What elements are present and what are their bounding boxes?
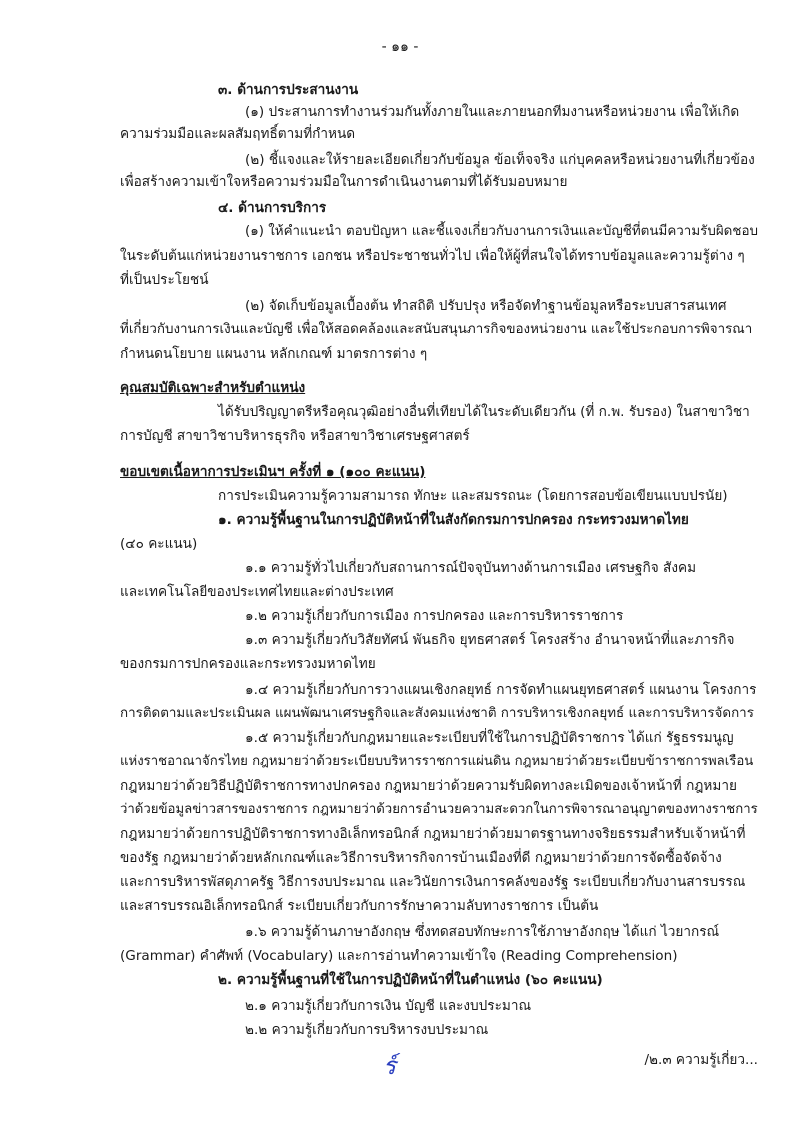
qualification-line2: การบัญชี สาขาวิชาบริหารธุรกิจ หรือสาขาวิชาเศรษฐศาสตร์ bbox=[120, 428, 470, 444]
scope-intro: การประเมินความรู้ความสามารถ ทักษะ และสมรรถนะ (โดยการสอบข้อเขียนแบบปรนัย) bbox=[218, 488, 728, 504]
signature-mark: ร์ bbox=[383, 1052, 396, 1080]
item-1-1-line2: และเทคโนโลยีของประเทศไทยและต่างประเทศ bbox=[120, 584, 394, 600]
part2-heading: ๒. ความรู้พื้นฐานที่ใช้ในการปฏิบัติหน้าที่ในตำแหน่ง (๖๐ คะแนน) bbox=[218, 972, 603, 988]
section4-item2-line2: ที่เกี่ยวกับงานการเงินและบัญชี เพื่อให้สอดคล้องและสนับสนุนภารกิจของหน่วยงาน และใช้ประกอบการพิจารณา bbox=[120, 322, 753, 337]
item-1-5-line4: ว่าด้วยข้อมูลข่าวสารของราชการ กฎหมายว่าด้วยการอำนวยความสะดวกในการพิจารณาอนุญาตของทางราชการ bbox=[120, 802, 758, 817]
section4-item1-line2: ในระดับต้นแก่หน่วยงานราชการ เอกชน หรือประชาชนทั่วไป เพื่อให้ผู้ที่สนใจได้ทราบข้อมูลและความรู้ต่าง ๆ bbox=[120, 248, 745, 264]
continuation-marker: /๒.๓ ความรู้เกี่ยว... bbox=[644, 1052, 758, 1068]
item-1-2: ๑.๒ ความรู้เกี่ยวกับการเมือง การปกครอง และการบริหารราชการ bbox=[245, 608, 624, 624]
item-1-3-line2: ของกรมการปกครองและกระทรวงมหาดไทย bbox=[120, 656, 376, 672]
item-1-5-line3: กฎหมายว่าด้วยวิธีปฏิบัติราชการทางปกครอง กฎหมายว่าด้วยความรับผิดทางละเมิดของเจ้าหน้าที่ กฎหมาย bbox=[120, 778, 737, 794]
item-1-5-line7: และการบริหารพัสดุภาครัฐ วิธีการงบประมาณ และวินัยการเงินการคลังของรัฐ ระเบียบเกี่ยวกับงานสารบรรณ bbox=[120, 874, 746, 890]
item-2-2: ๒.๒ ความรู้เกี่ยวกับการบริหารงบประมาณ bbox=[245, 1022, 489, 1038]
qualification-line1: ได้รับปริญญาตรีหรือคุณวุฒิอย่างอื่นที่เทียบได้ในระดับเดียวกัน (ที่ ก.พ. รับรอง) ในสาขาวิชา bbox=[218, 404, 750, 420]
scope-heading: ขอบเขตเนื้อหาการประเมินฯ ครั้งที่ ๑ (๑๐๐ คะแนน) bbox=[120, 464, 426, 480]
section3-item2-line1: (๒) ชี้แจงและให้รายละเอียดเกี่ยวกับข้อมูล ข้อเท็จจริง แก่บุคคลหรือหน่วยงานที่เกี่ยวข้อง bbox=[245, 152, 755, 168]
section3-item1-line2: ความร่วมมือและผลสัมฤทธิ์ตามที่กำหนด bbox=[120, 126, 356, 142]
section4-item1-line1: (๑) ให้คำแนะนำ ตอบปัญหา และชี้แจงเกี่ยวกับงานการเงินและบัญชีที่ตนมีความรับผิดชอบ bbox=[245, 224, 759, 239]
section4-item2-line1: (๒) จัดเก็บข้อมูลเบื้องต้น ทำสถิติ ปรับปรุง หรือจัดทำฐานข้อมูลหรือระบบสารสนเทศ bbox=[245, 298, 727, 314]
item-1-5-line2: แห่งราชอาณาจักรไทย กฎหมายว่าด้วยระเบียบบริหารราชการแผ่นดิน กฎหมายว่าด้วยระเบียบข้าราชการพลเรือน bbox=[120, 754, 754, 769]
item-1-1-line1: ๑.๑ ความรู้ทั่วไปเกี่ยวกับสถานการณ์ปัจจุบันทางด้านการเมือง เศรษฐกิจ สังคม bbox=[245, 560, 697, 576]
section4-heading: ๔. ด้านการบริการ bbox=[218, 200, 327, 216]
page-number: - ๑๑ - bbox=[381, 39, 419, 55]
item-2-1: ๒.๑ ความรู้เกี่ยวกับการเงิน บัญชี และงบประมาณ bbox=[245, 998, 532, 1014]
item-1-4-line2: การติดตามและประเมินผล แผนพัฒนาเศรษฐกิจและสังคมแห่งชาติ การบริหารเชิงกลยุทธ์ และการบริหารจัดการ bbox=[120, 706, 754, 721]
item-1-6-line2: (Grammar) คำศัพท์ (Vocabulary) และการอ่านทำความเข้าใจ (Reading Comprehension) bbox=[120, 948, 678, 964]
section3-item2-line2: เพื่อสร้างความเข้าใจหรือความร่วมมือในการดำเนินงานตามที่ได้รับมอบหมาย bbox=[120, 174, 568, 190]
qualification-heading: คุณสมบัติเฉพาะสำหรับตำแหน่ง bbox=[120, 380, 306, 396]
section3-heading: ๓. ด้านการประสานงาน bbox=[218, 82, 359, 98]
part1-heading: ๑. ความรู้พื้นฐานในการปฏิบัติหน้าที่ในสังกัดกรมการปกครอง กระทรวงมหาดไทย bbox=[218, 512, 689, 528]
section4-item1-line3: ที่เป็นประโยชน์ bbox=[120, 272, 209, 288]
section3-item1-line1: (๑) ประสานการทำงานร่วมกันทั้งภายในและภายนอกทีมงานหรือหน่วยงาน เพื่อให้เกิด bbox=[245, 104, 740, 120]
part1-score: (๔๐ คะแนน) bbox=[120, 536, 198, 552]
item-1-6-line1: ๑.๖ ความรู้ด้านภาษาอังกฤษ ซึ่งทดสอบทักษะการใช้ภาษาอังกฤษ ได้แก่ ไวยากรณ์ bbox=[245, 924, 720, 940]
item-1-5-line8: และสารบรรณอิเล็กทรอนิกส์ ระเบียบเกี่ยวกับการรักษาความลับทางราชการ เป็นต้น bbox=[120, 898, 599, 914]
item-1-5-line1: ๑.๕ ความรู้เกี่ยวกับกฎหมายและระเบียบที่ใช้ในการปฏิบัติราชการ ได้แก่ รัฐธรรมนูญ bbox=[245, 730, 734, 746]
item-1-5-line6: ของรัฐ กฎหมายว่าด้วยหลักเกณฑ์และวิธีการบริหารกิจการบ้านเมืองที่ดี กฎหมายว่าด้วยการจัดซื้อจัดจ้าง bbox=[120, 850, 722, 866]
item-1-4-line1: ๑.๔ ความรู้เกี่ยวกับการวางแผนเชิงกลยุทธ์ การจัดทำแผนยุทธศาสตร์ แผนงาน โครงการ bbox=[245, 682, 757, 698]
section4-item2-line3: กำหนดนโยบาย แผนงาน หลักเกณฑ์ มาตรการต่าง ๆ bbox=[120, 346, 428, 362]
item-1-3-line1: ๑.๓ ความรู้เกี่ยวกับวิสัยทัศน์ พันธกิจ ยุทธศาสตร์ โครงสร้าง อำนาจหน้าที่และภารกิจ bbox=[245, 632, 735, 648]
item-1-5-line5: กฎหมายว่าด้วยการปฏิบัติราชการทางอิเล็กทรอนิกส์ กฎหมายว่าด้วยมาตรฐานทางจริยธรรมสำหรับเจ้าหน้าที่ bbox=[120, 826, 746, 842]
